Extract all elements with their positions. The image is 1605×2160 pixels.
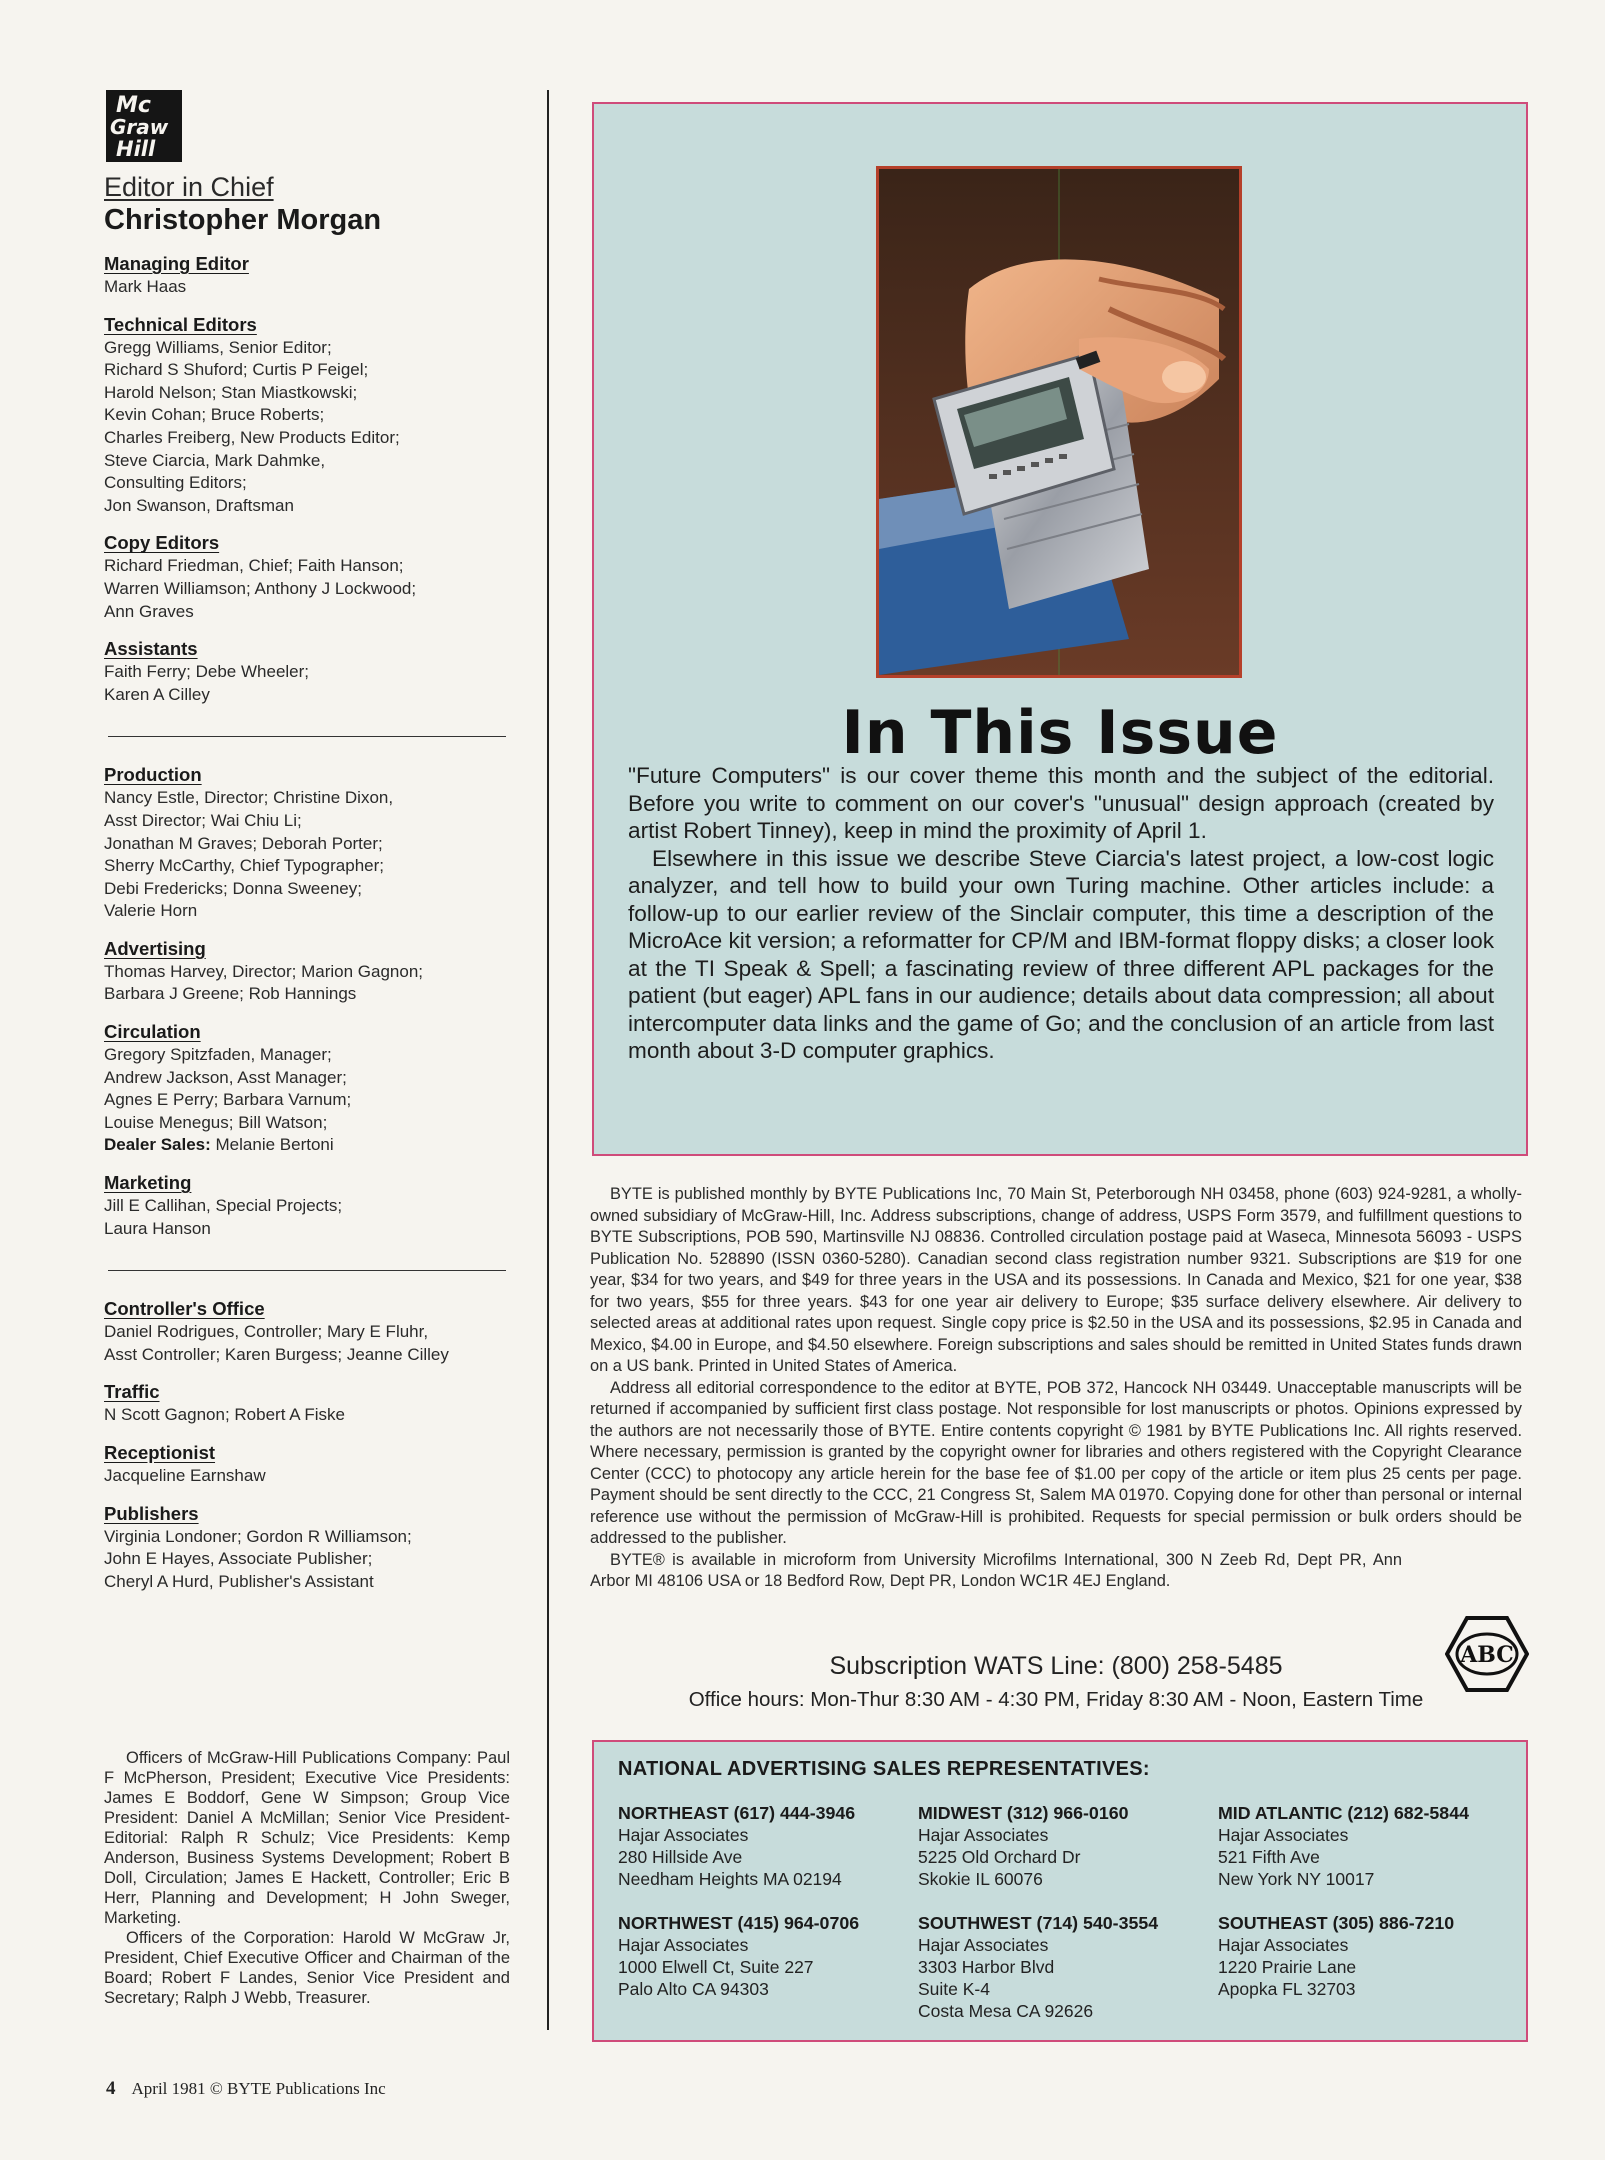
sales-rep-region: SOUTHEAST (305) 886-7210 — [1218, 1913, 1455, 1933]
masthead-section — [104, 1502, 508, 1594]
sales-rep — [918, 1802, 1218, 1890]
sales-rep-region: SOUTHWEST (714) 540-3554 — [918, 1913, 1159, 1933]
sales-rep — [918, 1912, 1218, 2022]
section-line: Faith Ferry; Debe Wheeler; — [104, 662, 310, 682]
mcgraw-hill-logo — [106, 90, 182, 162]
section-line: Steve Ciarcia, Mark Dahmke, — [104, 450, 326, 470]
masthead-column — [104, 172, 508, 1593]
sales-rep-line: Hajar Associates — [1218, 1935, 1349, 1955]
notice-paragraph: Address all editorial correspondence to the editor at BYTE, POB 372, Hancock NH 03449. Unacceptable manuscripts will be returned if accompanied by sufficient first class postage. Not responsible for lost manuscripts or photos. Opinions expressed by the authors are not necessarily those of BYTE. Entire contents copyright © 1981 by BYTE Publications Inc. All rights reserved. Where necessary, permission is granted by the copyright owner for libraries and others registered with the Copyright Clearance Center (CCC) to photocopy any article herein for the base fee of $1.00 per copy of the article or item plus 25 cents per page. Payment should be sent directly to the CCC, 21 Congress St, Salem MA 01970. Copying done for other than personal or internal reference use without the permission of McGraw-Hill is prohibited. Requests for special permission or bulk orders should be addressed to the publisher. — [590, 1378, 1522, 1547]
section-title: Circulation — [104, 1021, 201, 1043]
section-line: Richard S Shuford; Curtis P Feigel; — [104, 360, 369, 380]
section-line: Ann Graves — [104, 601, 194, 621]
masthead-section — [104, 1171, 508, 1240]
sales-representatives-box — [592, 1740, 1528, 2042]
sales-rep-line: Hajar Associates — [618, 1825, 749, 1845]
section-line: Debi Fredericks; Donna Sweeney; — [104, 878, 362, 898]
section-title: Advertising — [104, 937, 206, 959]
sales-rep-line: Hajar Associates — [918, 1825, 1049, 1845]
masthead-section — [104, 937, 508, 1006]
masthead-section — [104, 531, 508, 623]
section-line: Agnes E Perry; Barbara Varnum; — [104, 1090, 352, 1110]
svg-text:Hill: Hill — [116, 137, 156, 161]
notice-paragraph: BYTE is published monthly by BYTE Publications Inc, 70 Main St, Peterborough NH 03458, phone (603) 924-9281, a wholly-owned subsidiary of McGraw-Hill, Inc. Address subscriptions, change of address, USPS Form 3579, and fulfillment questions to BYTE Subscriptions, POB 590, Martinsville NJ 08836. Controlled circulation postage paid at Waseca, Minnesota 56093 - USPS Publication No. 528890 (ISSN 0360-5280). Canadian second class registration number 9321. Subscriptions are $19 for one year, $34 for two years, and $49 for three years in the USA and its possessions. In Canada and Mexico, $21 for one year, $38 for two years, $55 for three years. $43 for one year air delivery to Europe; $35 surface delivery elsewhere. Air delivery to selected areas at additional rates upon request. Single copy price is $2.50 in the USA and its possessions, $2.95 in Canada and Mexico, $4.00 in Europe, and $4.50 elsewhere. Foreign subscriptions and sales should be remitted in United States funds drawn on a US bank. Printed in United States of America. — [590, 1185, 1522, 1375]
section-title: Publishers — [104, 1502, 199, 1524]
section-title: Assistants — [104, 638, 198, 660]
section-title: Production — [104, 764, 202, 786]
section-title: Copy Editors — [104, 532, 220, 554]
masthead-section — [104, 637, 508, 706]
sales-heading: NATIONAL ADVERTISING SALES REPRESENTATIVES: — [618, 1758, 1150, 1780]
masthead-sections-editorial — [104, 252, 508, 706]
svg-text:Graw: Graw — [110, 115, 169, 139]
page-number: 4 — [106, 2078, 116, 2099]
sales-rep — [1218, 1912, 1518, 2000]
section-line: Consulting Editors; — [104, 473, 247, 493]
section-line: Andrew Jackson, Asst Manager; — [104, 1067, 347, 1087]
sales-rep-line: New York NY 10017 — [1218, 1869, 1375, 1889]
sales-rep-region: NORTHEAST (617) 444-3946 — [618, 1803, 856, 1823]
editor-in-chief-name: Christopher Morgan — [104, 204, 382, 236]
sales-rep-line: Hajar Associates — [918, 1935, 1049, 1955]
masthead-sections-business — [104, 763, 508, 1240]
section-line: Gregory Spitzfaden, Manager; — [104, 1045, 332, 1065]
masthead-section — [104, 313, 508, 518]
page-folio — [106, 2078, 386, 2100]
sales-rep-line: Palo Alto CA 94303 — [618, 1979, 769, 1999]
publication-notice — [590, 1184, 1522, 1593]
masthead-sections-publishing — [104, 1297, 508, 1593]
section-line: Asst Controller; Karen Burgess; Jeanne Cilley — [104, 1344, 449, 1364]
section-line: Harold Nelson; Stan Miastkowski; — [104, 382, 358, 402]
officers-publications: Officers of McGraw-Hill Publications Company: Paul F McPherson, President; Executive Vice Presidents: James E Boddorf, Gene W Simpson; Group Vice President: Daniel A McMillan; Senior Vice President-Editorial: Ralph R Schulz; Vice Presidents: Kemp Anderson, Business Systems Development; Robert B Doll, Circulation; James E Hackett, Controller; Eric B Herr, Planning and Development; H John Sweger, Marketing. — [104, 1749, 510, 1927]
section-line: Valerie Horn — [104, 901, 198, 921]
masthead-section — [104, 763, 508, 923]
section-line: Jonathan M Graves; Deborah Porter; — [104, 833, 383, 853]
section-title: Managing Editor — [104, 253, 249, 274]
officers-corporation: Officers of the Corporation: Harold W McGraw Jr, President, Chief Executive Officer and Chairman of the Board; Robert F Landes, Senior Vice President and Secretary; Ralph J Webb, Treasurer. — [104, 1929, 510, 2007]
masthead-section — [104, 1380, 508, 1427]
editor-in-chief-label: Editor in Chief — [104, 172, 274, 202]
sales-rep-region: MIDWEST (312) 966-0160 — [918, 1803, 1129, 1823]
section-line: Louise Menegus; Bill Watson; — [104, 1112, 328, 1132]
section-line: Jill E Callihan, Special Projects; — [104, 1196, 343, 1216]
section-line: Kevin Cohan; Bruce Roberts; — [104, 405, 325, 425]
section-line: Virginia Londoner; Gordon R Williamson; — [104, 1526, 412, 1546]
masthead-section — [104, 1441, 508, 1488]
section-line: Barbara J Greene; Rob Hannings — [104, 984, 357, 1004]
sales-rep-line: Hajar Associates — [1218, 1825, 1349, 1845]
abc-badge-label: ABC — [1460, 1642, 1514, 1668]
masthead-section — [104, 252, 508, 299]
issue-paragraph: Elsewhere in this issue we describe Steve Ciarcia's latest project, a low-cost logic analyzer, and tell how to build your own Turing machine. Other articles include: a follow-up to our earlier review of the Sinclair computer, this time a description of the MicroAce kit version; a reformatter for CP/M and IBM-format floppy disks; a closer look at the TI Speak & Spell; a fascinating review of three different APL packages for the patient (but eager) APL fans in our audience; details about data compression; all about intercomputer data links and the game of Go; and the conclusion of an article from last month about 3-D computer graphics. — [628, 845, 1494, 1063]
issue-heading: In This Issue — [841, 698, 1279, 768]
section-line: Daniel Rodrigues, Controller; Mary E Fluhr, — [104, 1322, 429, 1342]
sales-rep-line: 1000 Elwell Ct, Suite 227 — [618, 1957, 814, 1977]
sales-rep-line: Costa Mesa CA 92626 — [918, 2001, 1094, 2021]
wrist-computer-illustration — [879, 169, 1239, 675]
dealer-sales-value: Melanie Bertoni — [210, 1135, 334, 1155]
sales-rep-line: Hajar Associates — [618, 1935, 749, 1955]
sales-rep-line: Apopka FL 32703 — [1218, 1979, 1356, 1999]
cover-photo — [876, 166, 1242, 678]
section-line: Jacqueline Earnshaw — [104, 1466, 266, 1485]
issue-paragraph: "Future Computers" is our cover theme this month and the subject of the editorial. Before you write to comment on our cover's "unusual" design approach (created by artist Robert Tinney), keep in mind the proximity of April 1. — [628, 763, 1494, 843]
officers-notice — [104, 1748, 510, 2008]
masthead-divider — [108, 736, 506, 737]
section-line: Sherry McCarthy, Chief Typographer; — [104, 856, 384, 876]
section-title: Receptionist — [104, 1442, 216, 1463]
section-line: Karen A Cilley — [104, 684, 210, 704]
section-title: Traffic — [104, 1381, 160, 1403]
section-line: Richard Friedman, Chief; Faith Hanson; — [104, 556, 404, 576]
sales-rep-line: Needham Heights MA 02194 — [618, 1869, 842, 1889]
sales-rep-line: 5225 Old Orchard Dr — [918, 1847, 1081, 1867]
sales-rep-region: MID ATLANTIC (212) 682-5844 — [1218, 1803, 1469, 1823]
sales-rep — [1218, 1802, 1518, 1890]
masthead-section — [104, 1297, 508, 1366]
section-line: John E Hayes, Associate Publisher; — [104, 1549, 373, 1569]
section-line: Nancy Estle, Director; Christine Dixon, — [104, 788, 394, 808]
sales-rep-line: 1220 Prairie Lane — [1218, 1957, 1357, 1977]
wats-line: Subscription WATS Line: (800) 258-5485 — [829, 1652, 1283, 1680]
section-line: N Scott Gagnon; Robert A Fiske — [104, 1405, 345, 1425]
section-title: Controller's Office — [104, 1298, 265, 1320]
section-line: Mark Haas — [104, 277, 187, 296]
section-line: Thomas Harvey, Director; Marion Gagnon; — [104, 961, 424, 981]
section-line: Cheryl A Hurd, Publisher's Assistant — [104, 1571, 374, 1591]
sales-rep-region: NORTHWEST (415) 964-0706 — [618, 1913, 860, 1933]
svg-text:Mc: Mc — [116, 93, 151, 118]
section-line: Jon Swanson, Draftsman — [104, 495, 294, 515]
notice-paragraph: BYTE® is available in microform from University Microfilms International, 300 N Zeeb Rd, Dept PR, Ann Arbor MI 48106 USA or 18 Bedford Row, Dept PR, London WC1R 4EJ England. — [590, 1550, 1402, 1590]
folio-text: April 1981 © BYTE Publications Inc — [131, 2079, 386, 2098]
dealer-sales-label: Dealer Sales: — [104, 1135, 211, 1155]
masthead-section — [104, 1020, 508, 1157]
section-line: Asst Director; Wai Chiu Li; — [104, 810, 302, 830]
section-line: Warren Williamson; Anthony J Lockwood; — [104, 578, 417, 598]
in-this-issue-box — [592, 102, 1528, 1156]
issue-body — [628, 762, 1494, 1065]
sales-rep — [618, 1912, 918, 2000]
column-divider — [547, 90, 549, 2030]
sales-rep-line: Skokie IL 60076 — [918, 1869, 1043, 1889]
office-hours: Office hours: Mon-Thur 8:30 AM - 4:30 PM, Friday 8:30 AM - Noon, Eastern Time — [688, 1688, 1424, 1711]
section-line — [104, 1134, 508, 1157]
sales-rep-line: 3303 Harbor Blvd — [918, 1957, 1055, 1977]
section-line: Gregg Williams, Senior Editor; — [104, 337, 332, 357]
masthead-divider — [108, 1270, 506, 1271]
section-title: Marketing — [104, 1172, 192, 1194]
section-line: Charles Freiberg, New Products Editor; — [104, 427, 400, 447]
sales-rep-line: 521 Fifth Ave — [1218, 1847, 1320, 1867]
sales-rep — [618, 1802, 918, 1890]
section-line: Laura Hanson — [104, 1218, 211, 1238]
sales-rep-line: Suite K-4 — [918, 1979, 990, 1999]
section-title: Technical Editors — [104, 313, 257, 335]
sales-rep-line: 280 Hillside Ave — [618, 1847, 743, 1867]
